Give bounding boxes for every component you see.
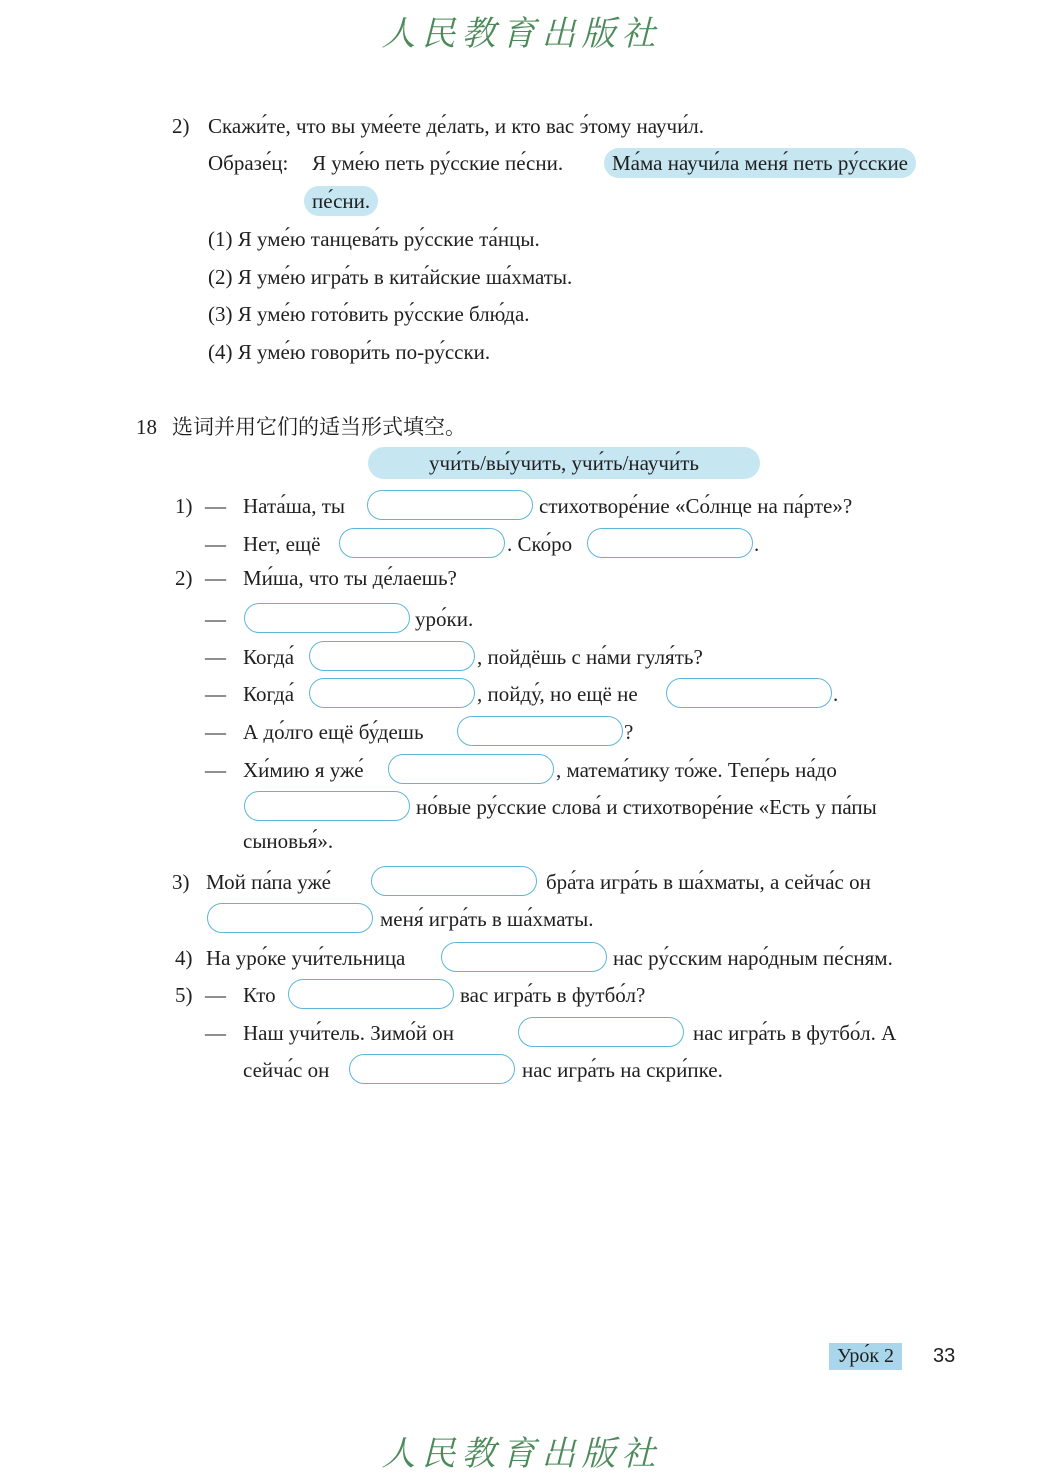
dash: — [205, 758, 226, 782]
answer-blank[interactable] [666, 678, 832, 708]
task-1-number: 1) [175, 494, 193, 518]
answer-blank[interactable] [339, 528, 505, 558]
task-2-text: , матема́тику то́же. Тепе́рь на́до [556, 758, 837, 782]
dash: — [205, 607, 226, 631]
answer-blank[interactable] [371, 866, 537, 896]
answer-blank[interactable] [518, 1017, 684, 1047]
task-4-text: На уро́ке учи́тельница [206, 946, 406, 970]
task-5-text: нас игра́ть в футбо́л. А [693, 1021, 897, 1045]
sample-answer-line2: пе́сни. [304, 186, 378, 216]
answer-blank[interactable] [309, 641, 475, 671]
lesson-tag: Уро́к 2 [829, 1343, 902, 1370]
task-2-text: Хи́мию я уже́ [243, 758, 364, 782]
task-1-text: . [754, 532, 760, 556]
answer-blank[interactable] [457, 716, 623, 746]
sample-answer-line1: Ма́ма научи́ла меня́ петь ру́сские [604, 148, 916, 178]
dash: — [205, 566, 226, 590]
task-4-number: 4) [175, 946, 193, 970]
task-2-text: . [833, 682, 839, 706]
task-3-text: меня́ игра́ть в ша́хматы. [380, 907, 594, 931]
exercise-2-item: (2) Я уме́ю игра́ть в кита́йские ша́хматы. [208, 265, 573, 289]
publisher-watermark-top: 人民教育出版社 [381, 14, 662, 54]
task-1-text: стихотворе́ние «Со́лнце на па́рте»? [539, 494, 853, 518]
exercise-2-number: 2) [172, 114, 190, 138]
answer-blank[interactable] [441, 942, 607, 972]
task-2-text: Когда́ [243, 682, 295, 706]
exercise-18-instruction: 选词并用它们的适当形式填空。 [172, 415, 466, 439]
task-2-text: уро́ки. [415, 607, 474, 631]
word-bank: учи́ть/вы́учить, учи́ть/научи́ть [368, 447, 760, 479]
answer-blank[interactable] [244, 791, 410, 821]
answer-blank[interactable] [587, 528, 753, 558]
task-3-text: бра́та игра́ть в ша́хматы, а сейча́с он [546, 870, 871, 894]
task-5-text: вас игра́ть в футбо́л? [460, 983, 646, 1007]
publisher-watermark-bottom: 人民教育出版社 [381, 1434, 662, 1474]
dash: — [205, 645, 226, 669]
task-2-text: Ми́ша, что ты де́лаешь? [243, 566, 457, 590]
task-2-text: но́вые ру́сские слова́ и стихотворе́ние «Есть у па́пы [416, 795, 877, 819]
task-5-text: сейча́с он [243, 1058, 330, 1082]
task-1-text: Ната́ша, ты [243, 494, 345, 518]
page-number: 33 [933, 1345, 956, 1367]
exercise-2-item: (4) Я уме́ю говори́ть по-ру́сски. [208, 340, 491, 364]
dash: — [205, 1021, 226, 1045]
task-2-text: ? [624, 720, 634, 744]
task-2-text: , пойду́, но ещё не [477, 682, 638, 706]
answer-blank[interactable] [367, 490, 533, 520]
dash: — [205, 720, 226, 744]
exercise-18-number: 18 [136, 415, 157, 439]
answer-blank[interactable] [388, 754, 554, 784]
task-4-text: нас ру́сским наро́дным пе́сням. [613, 946, 893, 970]
task-2-number: 2) [175, 566, 193, 590]
dash: — [205, 983, 226, 1007]
task-2-text: сыновья́». [243, 829, 334, 853]
exercise-2-item: (3) Я уме́ю гото́вить ру́сские блю́да. [208, 302, 530, 326]
answer-blank[interactable] [288, 979, 454, 1009]
answer-blank[interactable] [244, 603, 410, 633]
answer-blank[interactable] [309, 678, 475, 708]
exercise-2-instruction: Скажи́те, что вы уме́ете де́лать, и кто вас э́тому научи́л. [208, 114, 705, 138]
dash: — [205, 494, 226, 518]
answer-blank[interactable] [349, 1054, 515, 1084]
dash: — [205, 532, 226, 556]
task-3-number: 3) [172, 870, 190, 894]
task-5-number: 5) [175, 983, 193, 1007]
exercise-2-item: (1) Я уме́ю танцева́ть ру́сские та́нцы. [208, 227, 540, 251]
task-1-text: . Ско́ро [507, 532, 573, 556]
task-2-text: Когда́ [243, 645, 295, 669]
task-5-text: Наш учи́тель. Зимо́й он [243, 1021, 455, 1045]
task-2-text: А до́лго ещё бу́дешь [243, 720, 424, 744]
task-2-text: , пойдёшь с на́ми гуля́ть? [477, 645, 703, 669]
sample-sentence: Я уме́ю петь ру́сские пе́сни. [312, 151, 564, 175]
answer-blank[interactable] [207, 903, 373, 933]
dash: — [205, 682, 226, 706]
task-5-text: нас игра́ть на скри́пке. [522, 1058, 723, 1082]
task-5-text: Кто [243, 983, 276, 1007]
sample-label: Образе́ц: [208, 151, 289, 175]
task-3-text: Мой па́па уже́ [206, 870, 332, 894]
task-1-text: Нет, ещё [243, 532, 321, 556]
